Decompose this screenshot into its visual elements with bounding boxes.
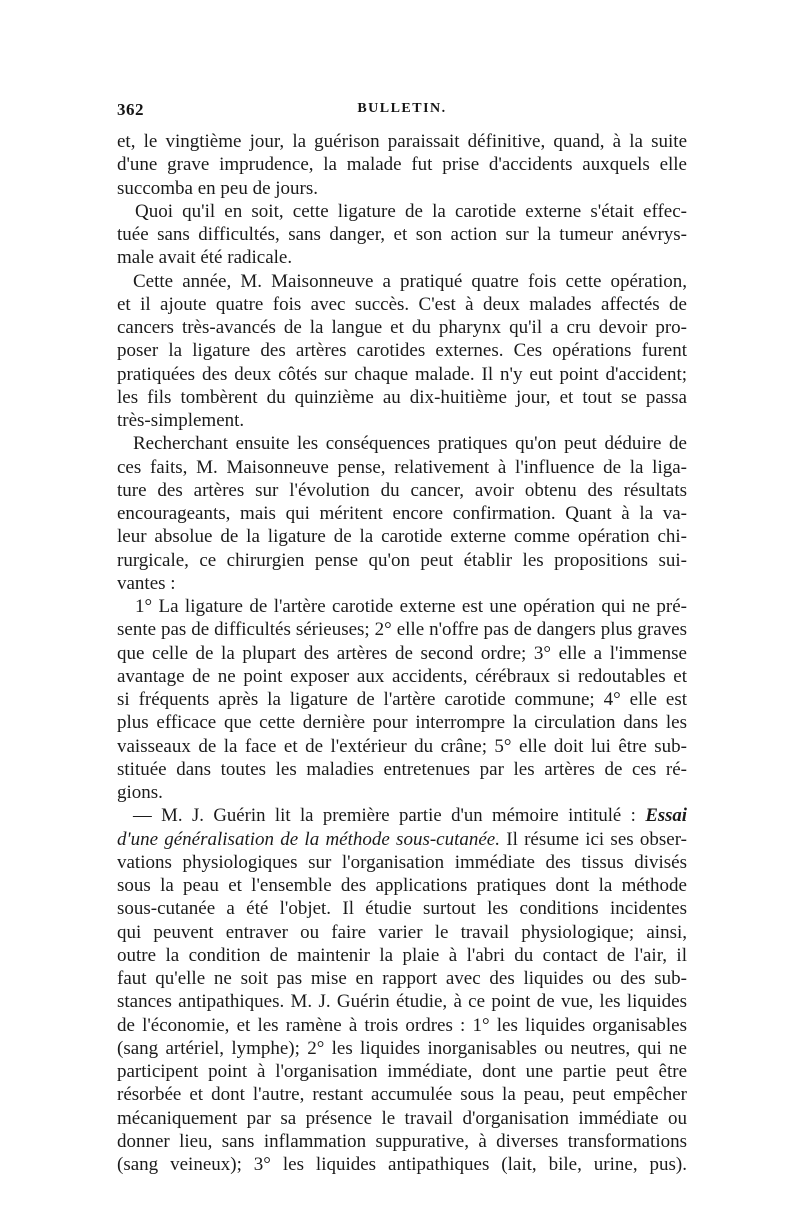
text-line: rurgicale, ce chirurgien pense qu'on peut établir les propositions sui- (117, 549, 687, 571)
text-line: stituée dans toutes les maladies entretenues par les artères de ces ré- (117, 758, 687, 780)
text-line: sente pas de difficultés sérieuses; 2° elle n'offre pas de dangers plus graves (117, 619, 687, 641)
text-line: cancers très-avancés de la langue et du pharynx qu'il a cru devoir pro- (117, 317, 687, 338)
text-line: si fréquents après la ligature de l'artère carotide commune; 4° elle est (117, 689, 687, 710)
text-line: 1° La ligature de l'artère carotide externe est une opération qui ne pré- (135, 596, 687, 617)
memoir-summary-start: Il résume ici ses obser- (506, 828, 687, 850)
text-line-title-start (117, 804, 687, 827)
text-line: Recherchant ensuite les conséquences pratiques qu'on peut déduire de (133, 433, 687, 455)
text-line: de l'économie, et les ramène à trois ordres : 1° les liquides organisables (117, 1014, 687, 1036)
text-line: donner lieu, sans inflammation suppurative, à diverses transformations (117, 1130, 687, 1152)
text-line: que celle de la plupart des artères de second ordre; 3° elle a l'immense (117, 642, 687, 664)
text-line: résorbée et dont l'autre, restant accumulée sous la peau, peut empêcher (117, 1084, 687, 1106)
text-line: poser la ligature des artères carotides externes. Ces opérations furent (117, 340, 687, 362)
memoir-intro: — M. J. Guérin lit la première partie d'un mémoire intitulé : (133, 805, 636, 827)
text-line: très-simplement. (117, 410, 245, 431)
memoir-title-end: d'une généralisation de la méthode sous-cutanée. (117, 828, 500, 850)
text-line: leur absolue de la ligature de la carotide externe comme opération chi- (117, 526, 687, 548)
body-text (117, 130, 687, 1176)
memoir-title-start: Essai (645, 805, 687, 827)
text-line: faut qu'elle ne soit pas mise en rapport avec des liquides ou des sub- (117, 968, 687, 989)
text-line: sous la peau et l'ensemble des applications pratiques dont la méthode (117, 875, 687, 896)
text-line: succomba en peu de jours. (117, 177, 319, 199)
text-line: tuée sans difficultés, sans danger, et son action sur la tumeur anévrys- (117, 224, 687, 245)
text-line: et il ajoute quatre fois avec succès. C'est à deux malades affectés de (117, 293, 687, 315)
running-title: BULLETIN. (357, 101, 447, 116)
text-line: mécaniquement par sa présence le travail d'organisation immédiate ou (117, 1107, 687, 1129)
text-line: outre la condition de maintenir la plaie à l'abri du contact de l'air, il (117, 944, 687, 966)
text-line: les fils tombèrent du quinzième au dix-huitième jour, et tout se passa (117, 386, 687, 408)
text-line: Cette année, M. Maisonneuve a pratiqué quatre fois cette opération, (133, 270, 687, 292)
text-line: sous-cutanée a été l'objet. Il étudie surtout les conditions incidentes (117, 898, 687, 920)
page-header (117, 100, 687, 126)
text-line: ces faits, M. Maisonneuve pense, relativement à l'influence de la liga- (117, 456, 687, 478)
text-line: stances antipathiques. M. J. Guérin étudie, à ce point de vue, les liquides (117, 991, 687, 1013)
text-line: encourageants, mais qui méritent encore confirmation. Quant à la va- (117, 503, 687, 524)
text-line: (sang artériel, lymphe); 2° les liquides inorganisables ou neutres, qui ne (117, 1037, 687, 1059)
text-line: plus efficace que cette dernière pour interrompre la circulation dans les (117, 712, 687, 734)
text-line: et, le vingtième jour, la guérison paraissait définitive, quand, à la suite (117, 131, 687, 152)
text-line: d'une grave imprudence, la malade fut prise d'accidents auxquels elle (117, 154, 687, 176)
text-line: qui peuvent entraver ou faire varier le travail physiologique; ainsi, (117, 921, 687, 943)
text-line: vaisseaux de la face et de l'extérieur du crâne; 5° elle doit lui être sub- (117, 735, 687, 757)
text-line: participent point à l'organisation immédiate, dont une partie peut être (117, 1061, 687, 1082)
text-line: male avait été radicale. (117, 247, 293, 269)
text-line: gions. (117, 782, 163, 803)
text-line-title-end (117, 828, 687, 851)
text-line: ture des artères sur l'évolution du cancer, avoir obtenu des résultats (117, 479, 687, 501)
text-line: (sang veineux); 3° les liquides antipathiques (lait, bile, urine, pus). (117, 1154, 687, 1175)
text-line: Quoi qu'il en soit, cette ligature de la carotide externe s'était effec- (135, 200, 687, 222)
text-line: vations physiologiques sur l'organisation immédiate des tissus divisés (117, 851, 687, 873)
text-line: vantes : (117, 572, 176, 594)
text-line: avantage de ne point exposer aux accidents, cérébraux si redoutables et (117, 665, 687, 687)
page-number: 362 (117, 100, 144, 119)
text-line: pratiquées des deux côtés sur chaque malade. Il n'y eut point d'accident; (117, 363, 687, 385)
